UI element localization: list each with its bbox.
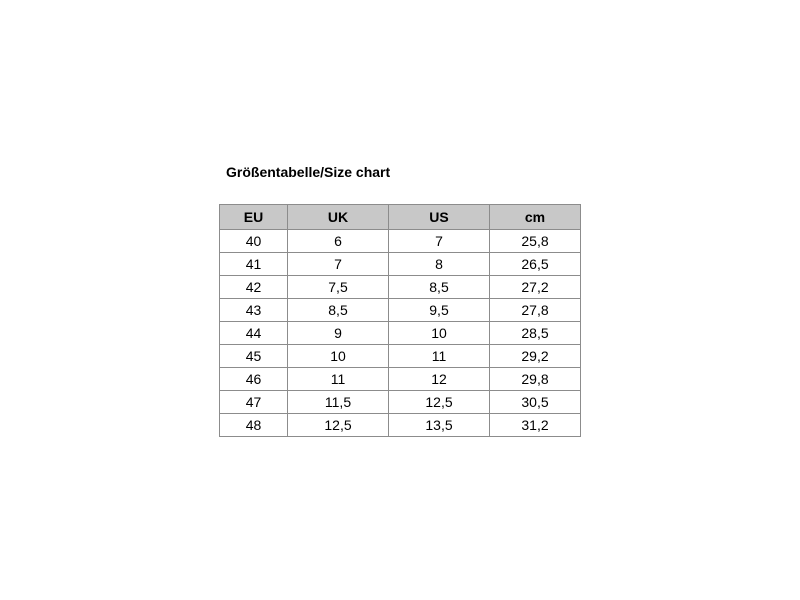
size-chart-table (219, 204, 581, 437)
cell-cm: 28,5 (490, 322, 581, 345)
cell-uk: 9 (288, 322, 389, 345)
cell-cm: 27,2 (490, 276, 581, 299)
cell-uk: 10 (288, 345, 389, 368)
table-header-row (220, 205, 581, 230)
cell-eu: 46 (220, 368, 288, 391)
cell-eu: 42 (220, 276, 288, 299)
cell-us: 11 (389, 345, 490, 368)
page-title: Größentabelle/Size chart (226, 164, 391, 180)
table-row (220, 391, 581, 414)
cell-cm: 30,5 (490, 391, 581, 414)
cell-eu: 40 (220, 230, 288, 253)
table-row (220, 276, 581, 299)
cell-cm: 31,2 (490, 414, 581, 437)
column-header-uk: UK (288, 205, 389, 230)
column-header-us: US (389, 205, 490, 230)
cell-cm: 29,8 (490, 368, 581, 391)
cell-uk: 8,5 (288, 299, 389, 322)
cell-uk: 7 (288, 253, 389, 276)
cell-uk: 11 (288, 368, 389, 391)
table-row (220, 414, 581, 437)
cell-cm: 25,8 (490, 230, 581, 253)
column-header-eu: EU (220, 205, 288, 230)
cell-uk: 7,5 (288, 276, 389, 299)
cell-us: 13,5 (389, 414, 490, 437)
cell-cm: 26,5 (490, 253, 581, 276)
table-row (220, 368, 581, 391)
cell-us: 10 (389, 322, 490, 345)
cell-us: 8 (389, 253, 490, 276)
table-row (220, 253, 581, 276)
table-body (220, 230, 581, 437)
cell-us: 8,5 (389, 276, 490, 299)
table-header (220, 205, 581, 230)
table-row (220, 230, 581, 253)
cell-eu: 41 (220, 253, 288, 276)
cell-us: 9,5 (389, 299, 490, 322)
cell-cm: 27,8 (490, 299, 581, 322)
cell-uk: 12,5 (288, 414, 389, 437)
table-row (220, 345, 581, 368)
cell-eu: 44 (220, 322, 288, 345)
cell-eu: 43 (220, 299, 288, 322)
cell-eu: 48 (220, 414, 288, 437)
cell-eu: 45 (220, 345, 288, 368)
table-row (220, 322, 581, 345)
cell-uk: 11,5 (288, 391, 389, 414)
cell-us: 12,5 (389, 391, 490, 414)
table-row (220, 299, 581, 322)
cell-us: 12 (389, 368, 490, 391)
cell-uk: 6 (288, 230, 389, 253)
cell-cm: 29,2 (490, 345, 581, 368)
cell-us: 7 (389, 230, 490, 253)
column-header-cm: cm (490, 205, 581, 230)
cell-eu: 47 (220, 391, 288, 414)
